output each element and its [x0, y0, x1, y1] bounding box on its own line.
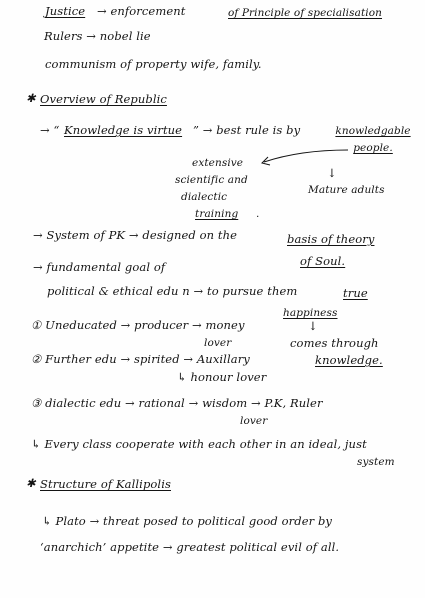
- justice-heading: Justice: [45, 4, 86, 18]
- text-scientific: scientific and: [175, 174, 248, 186]
- text-honour-lover: ↳ honour lover: [177, 370, 267, 384]
- star-icon: ✱: [26, 91, 36, 105]
- class-item-1: ① Uneducated → producer → money: [31, 318, 245, 332]
- class-item-2: ② Further edu → spirited → Auxillary: [31, 352, 250, 366]
- heading-structure-kallipolis: Structure of Kallipolis: [40, 477, 171, 491]
- down-arrow-icon-2: ↓: [308, 319, 318, 333]
- text-happiness: happiness: [283, 307, 338, 319]
- text-knowledge: knowledge.: [315, 353, 383, 367]
- text-basis-theory: basis of theory: [287, 232, 375, 246]
- text-fundamental-goal: → fundamental goal of: [33, 260, 166, 274]
- text-wisdom-lover: lover: [240, 415, 268, 427]
- text-dialectic: dialectic: [181, 191, 228, 203]
- text-of-soul: of Soul.: [300, 254, 346, 268]
- text-true: true: [343, 286, 368, 300]
- text-political-ethical: political & ethical edu n → to pursue them: [47, 284, 298, 298]
- down-arrow-icon: ↓: [327, 166, 337, 180]
- text-cooperate: ↳ Every class cooperate with each other in an ideal, just: [31, 437, 367, 451]
- text-comes-through: comes through: [290, 336, 379, 350]
- arrow-open-quote: → “: [40, 123, 60, 137]
- text-plato-threat: ↳ Plato → threat posed to political good order by: [42, 514, 333, 528]
- text-system-pk: → System of PK → designed on the: [33, 228, 238, 242]
- star-icon-2: ✱: [26, 476, 36, 490]
- text-rulers: Rulers → nobel lie: [44, 29, 151, 43]
- heading-overview-republic: Overview of Republic: [40, 92, 167, 106]
- text-extensive: extensive: [192, 157, 244, 169]
- text-knowledgable-people: knowledgable people.: [335, 125, 411, 154]
- text-enforcement: → enforcement: [97, 4, 186, 18]
- text-principle: of Principle of specialisation: [228, 7, 383, 19]
- text-anarchic-appetite: ‘anarchich’ appetite → greatest political evil of all.: [40, 540, 340, 554]
- text-system: system: [357, 456, 395, 468]
- class-item-3: ③ dialectic edu → rational → wisdom → P.K, Ruler: [31, 396, 323, 410]
- text-best-rule: ” → best rule is by: [193, 123, 301, 137]
- text-training: training: [195, 208, 239, 220]
- text-mature-adults: Mature adults: [308, 184, 385, 196]
- text-knowledge-virtue: Knowledge is virtue: [64, 123, 183, 137]
- text-money-lover: lover: [204, 337, 232, 349]
- text-dot: .: [256, 208, 260, 220]
- text-communism: communism of property wife, family.: [45, 57, 262, 71]
